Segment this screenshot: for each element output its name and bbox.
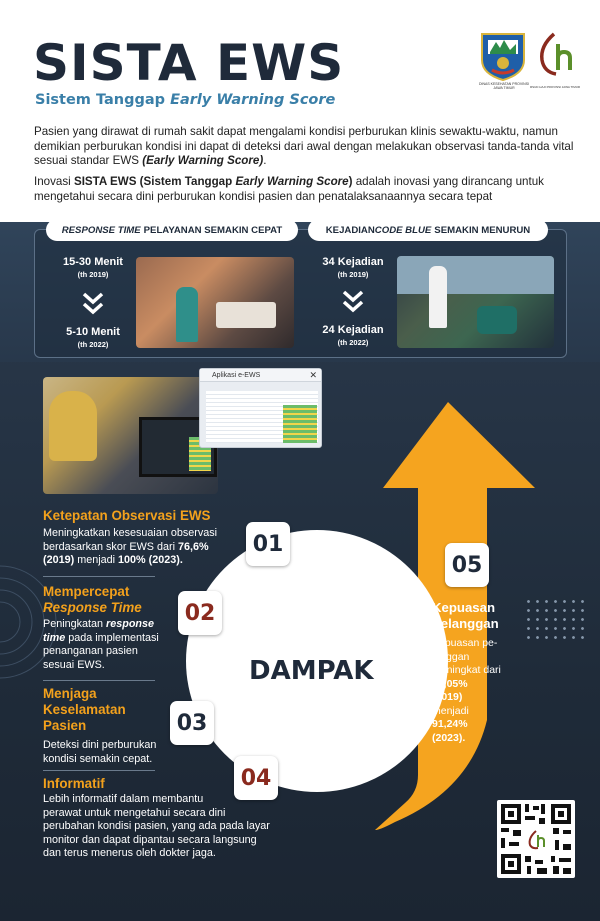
impact-2-title: Mempercepat Response Time (43, 584, 142, 615)
impact-number-4: 04 (234, 756, 278, 800)
intro-paragraph-2: Inovasi SISTA EWS (Sistem Tanggap Early Warning Score) adalah inovasi yang dirancang untuk mengetahui secara dini perburukan kondisi pasien dan penatalaksanaannya secara tepat (34, 175, 544, 203)
left-logo-caption: DINAS KESEHATAN PROVINSI JAWA TIMUR (478, 82, 530, 90)
impact-4-title: Informatif (43, 776, 105, 791)
divider-line (43, 770, 155, 771)
impact-number-2: 02 (178, 591, 222, 635)
impact-5-title: Kepuasan Pelanggan (432, 600, 499, 631)
impact-number-3: 03 (170, 701, 214, 745)
qr-code-graphic (497, 800, 575, 878)
divider-line (43, 576, 155, 577)
intro-paragraph-1: Pasien yang dirawat di rumah sakit dapat mengalami kondisi perburukan klinis sewaktu-waktu, namun demikian perburukan kondisi ini dapat di deteksi dari awal dengan melakukan observasi tanda-tanda vital sesuai standar EWS (Early Warning Score). (34, 125, 574, 167)
impact-number-1: 01 (246, 522, 290, 566)
code-blue-pill: KEJADIAN CODE BLUE SEMAKIN MENURUN (308, 219, 548, 241)
response-before-stat: 15-30 Menit (th 2019) (63, 256, 123, 279)
impact-5-description: Kepuasan pe- langgan meningkat dari 81,05% (2019) menjadi 91,24% (2023). (432, 637, 501, 744)
right-logo-caption: RSUD HAJI PROVINSI JAWA TIMUR (529, 85, 581, 89)
qr-code-icon[interactable] (497, 800, 575, 878)
impact-3-title: Menjaga Keselamatan Pasien (43, 686, 126, 733)
impact-number-5: 05 (445, 543, 489, 587)
code-blue-before-stat: 34 Kejadian (th 2019) (322, 256, 384, 279)
impact-3-description: Deteksi dini perburukan kondisi semakin cepat. (43, 739, 157, 765)
response-after-stat: 5-10 Menit (th 2022) (66, 326, 120, 349)
page-title: SISTA EWS (33, 34, 345, 92)
code-blue-after-stat: 24 Kejadian (th 2022) (322, 324, 384, 347)
app-window-titlebar: Aplikasi e-EWS ✕ (200, 369, 321, 382)
divider-line (43, 680, 155, 681)
impact-1-description: Meningkatkan kesesuaian observasi berdasarkan skor EWS dari 76,6% (2019) menjadi 100% (2023). (43, 527, 218, 566)
response-time-pill: RESPONSE TIME PELAYANAN SEMAKIN CEPAT (46, 219, 298, 241)
close-icon[interactable]: ✕ (309, 370, 317, 380)
impact-center-label: DAMPAK (249, 656, 374, 686)
impact-4-description: Lebih informatif dalam membantu perawat untuk mengetahui secara dini perubahan kondisi pasien, yang ada pada layar monitor dan dapat dipantau secara langsung dan terus menerus oleh dokter jaga. (43, 793, 270, 859)
impact-1-title: Ketepatan Observasi EWS (43, 508, 211, 523)
page-subtitle: Sistem Tanggap Early Warning Score (35, 92, 336, 108)
impact-2-description: Peningkatan response time pada implementasi penanganan pasien sesuai EWS. (43, 618, 159, 671)
